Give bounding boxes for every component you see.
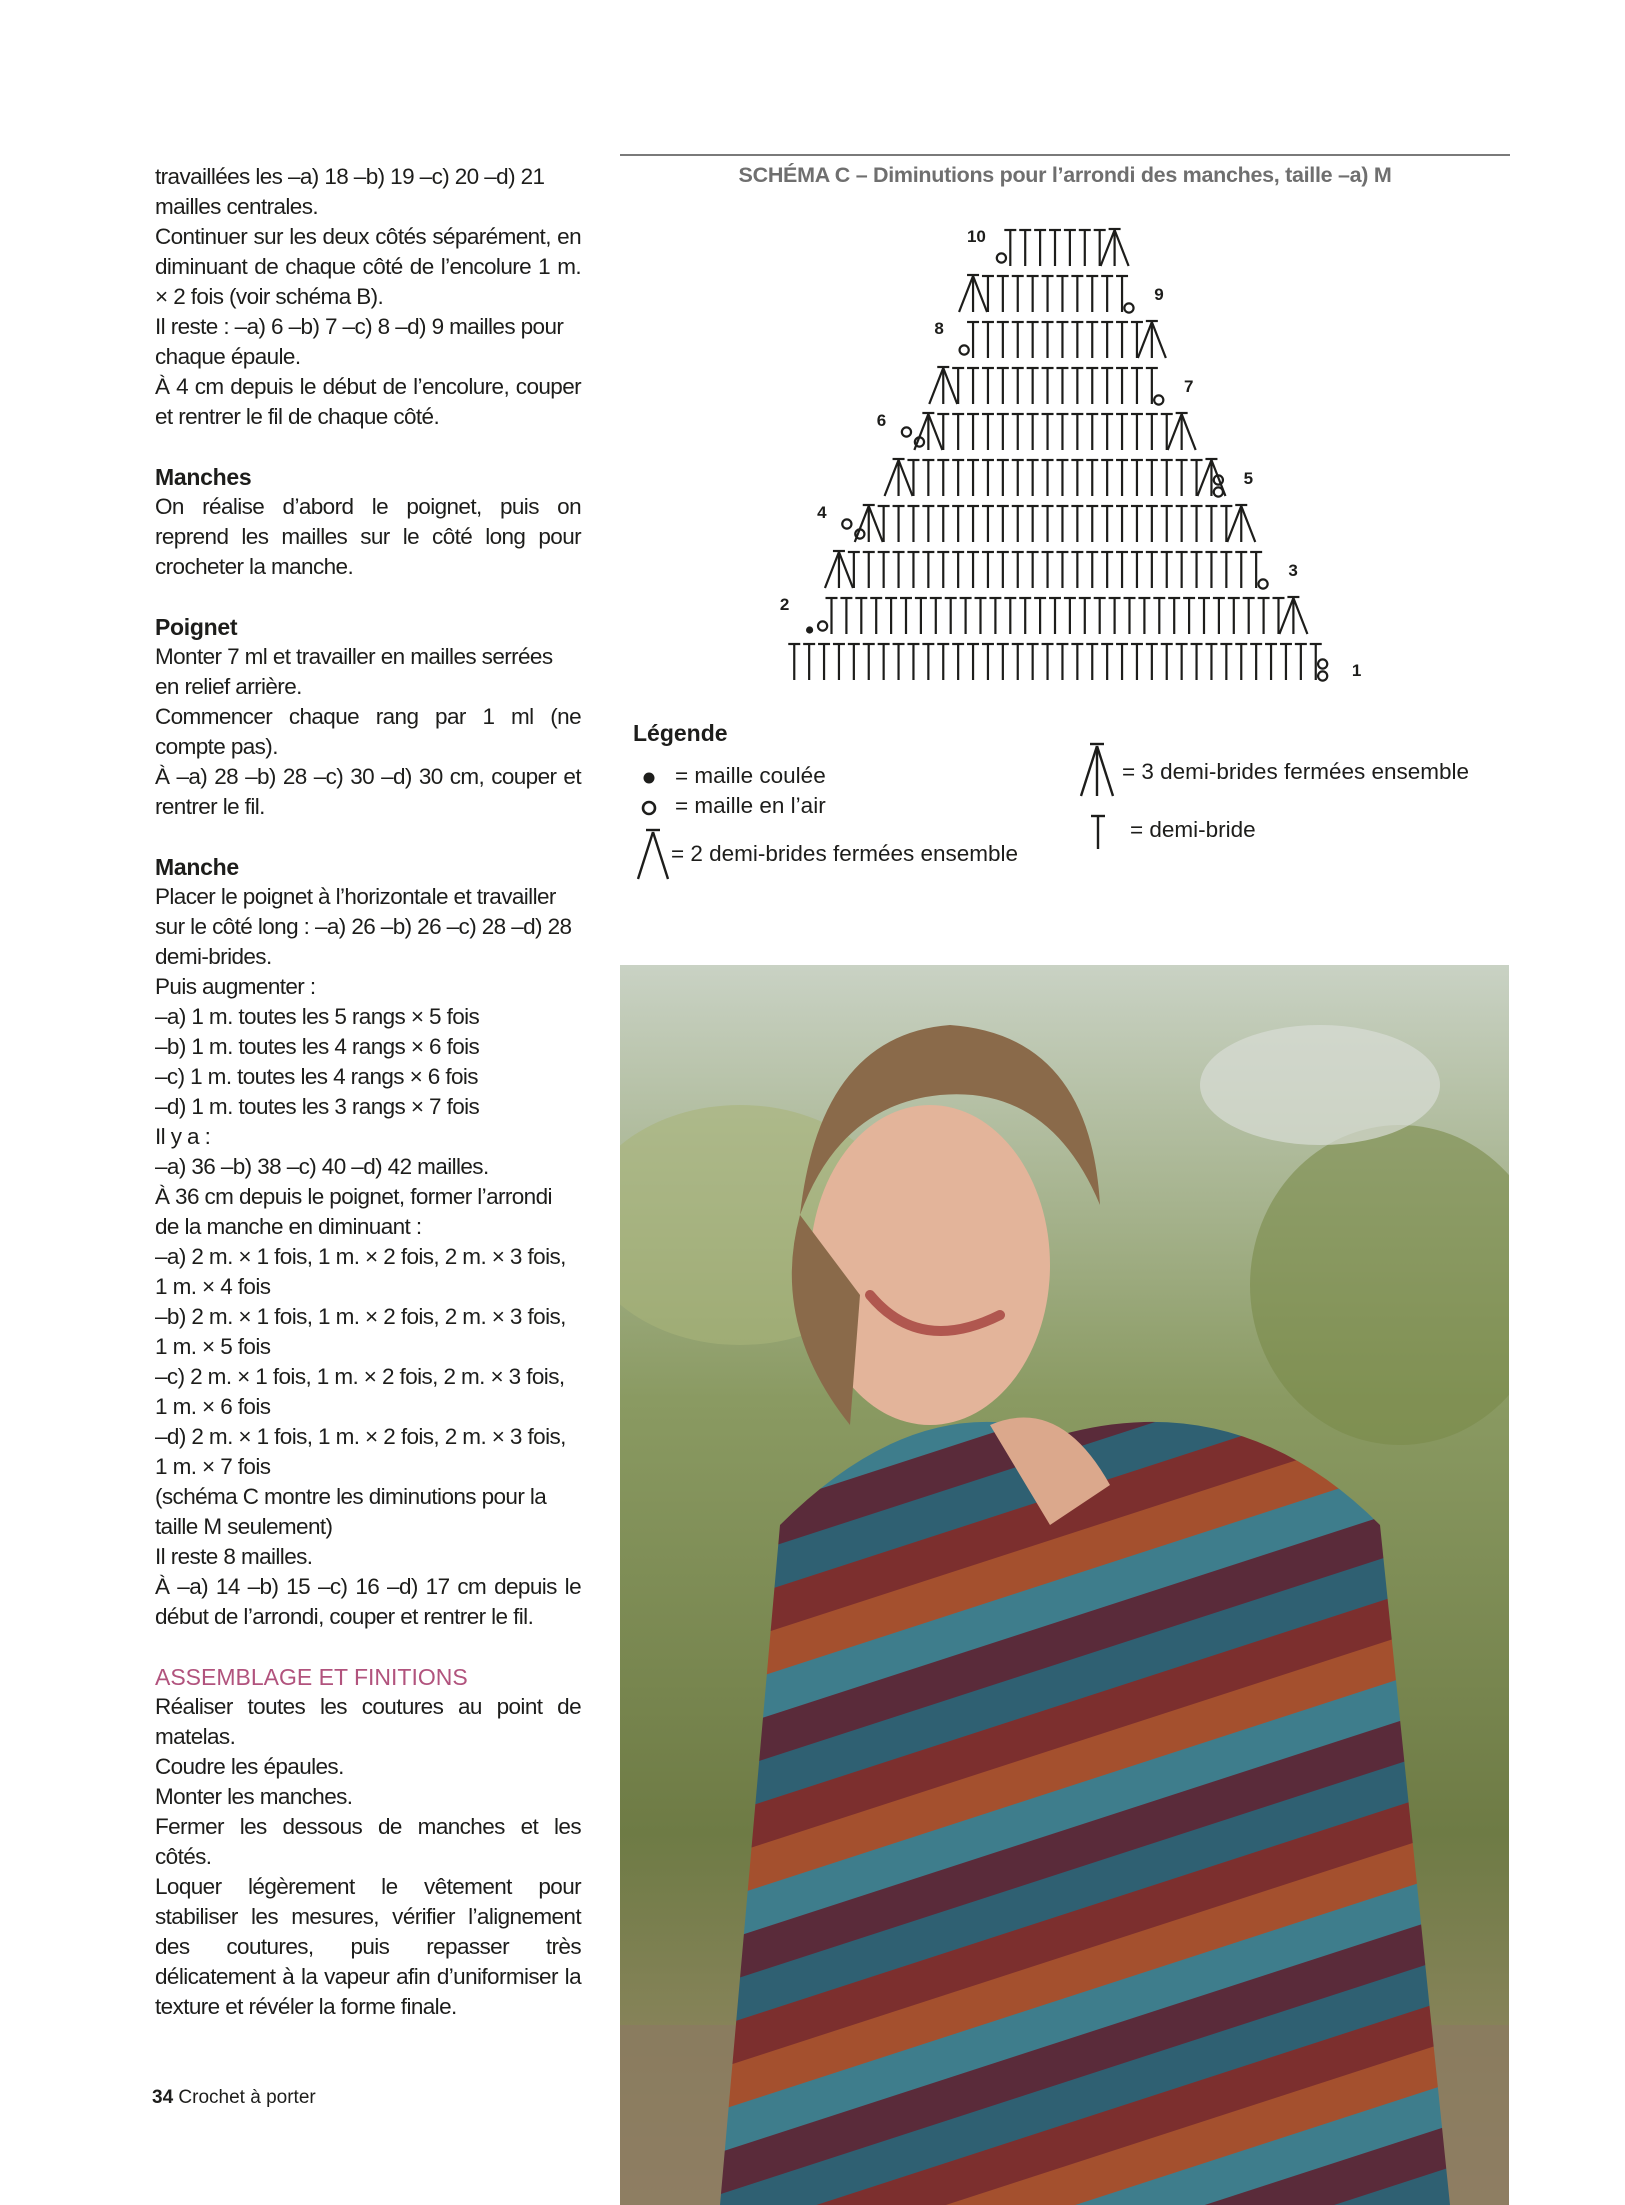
assemblage-heading: ASSEMBLAGE ET FINITIONS xyxy=(155,1664,468,1690)
half-double-crochet-mark xyxy=(967,644,979,680)
chain-stitch-mark xyxy=(1318,659,1327,668)
half-double-crochet-mark xyxy=(967,506,979,542)
half-double-crochet-mark xyxy=(907,552,919,588)
half-double-crochet-mark xyxy=(1146,644,1158,680)
half-double-crochet-mark xyxy=(1079,598,1091,634)
half-double-crochet-mark xyxy=(1131,368,1143,404)
half-double-crochet-mark xyxy=(1101,276,1113,312)
decrease-mark xyxy=(855,505,883,542)
half-double-crochet-mark xyxy=(915,598,927,634)
half-double-crochet-mark xyxy=(1027,322,1039,358)
half-double-crochet-mark xyxy=(1012,552,1024,588)
assemblage-line: Loquer légèrement le vêtement pour stabiliser les mesures, vérifier l’alignement des coutures, puis repasser très délicatement à la vapeur afin d’uniformiser la texture et révéler la forme finale. xyxy=(155,1874,581,2019)
half-double-crochet-mark xyxy=(982,368,994,404)
half-double-crochet-mark xyxy=(922,506,934,542)
assemblage-line: Monter les manches. xyxy=(155,1784,353,1809)
legend-trois-demi-brides: = 3 demi-brides fermées ensemble xyxy=(1122,759,1470,784)
page-number: 34 xyxy=(152,2087,174,2108)
half-double-crochet-mark xyxy=(952,552,964,588)
half-double-crochet-mark xyxy=(1250,644,1262,680)
half-double-crochet-mark xyxy=(1101,552,1113,588)
slip-stitch-icon xyxy=(639,768,659,788)
chain-stitch-mark xyxy=(1318,671,1327,680)
half-double-crochet-mark xyxy=(1064,230,1076,266)
half-double-crochet-mark xyxy=(803,644,815,680)
half-double-crochet-mark xyxy=(1012,460,1024,496)
half-double-crochet-mark xyxy=(1079,230,1091,266)
half-double-crochet-mark xyxy=(997,276,1009,312)
manche-line: Puis augmenter : xyxy=(155,974,316,999)
manche-section xyxy=(155,852,581,1632)
chain-stitch-icon xyxy=(639,798,659,818)
manche-line: À 36 cm depuis le poignet, former l’arrondi de la manche en diminuant : xyxy=(155,1184,552,1239)
half-double-crochet-mark xyxy=(1101,322,1113,358)
half-double-crochet-mark xyxy=(1042,322,1054,358)
half-double-crochet-mark xyxy=(1235,644,1247,680)
half-double-crochet-mark xyxy=(982,506,994,542)
chain-stitch-mark xyxy=(1124,303,1133,312)
half-double-crochet-mark xyxy=(1071,322,1083,358)
half-double-crochet-mark xyxy=(1094,598,1106,634)
half-double-crochet-mark xyxy=(1101,460,1113,496)
half-double-crochet-mark xyxy=(1086,276,1098,312)
intro-line: À 4 cm depuis le début de l’encolure, couper et rentrer le fil de chaque côté. xyxy=(155,374,581,429)
half-double-crochet-mark xyxy=(922,460,934,496)
half-double-crochet-mark xyxy=(1116,552,1128,588)
manche-line: –b) 1 m. toutes les 4 rangs × 6 fois xyxy=(155,1034,480,1059)
half-double-crochet-mark xyxy=(1056,368,1068,404)
half-double-crochet-mark xyxy=(1146,460,1158,496)
half-double-crochet-mark xyxy=(997,322,1009,358)
three-hdc-together-icon xyxy=(1076,738,1118,800)
half-double-crochet-mark xyxy=(1071,460,1083,496)
half-double-crochet-mark xyxy=(893,552,905,588)
decrease-mark xyxy=(914,413,942,450)
half-double-crochet-mark xyxy=(1176,644,1188,680)
row-number-label: 10 xyxy=(966,227,986,246)
poignet-heading: Poignet xyxy=(155,614,238,640)
half-double-crochet-mark xyxy=(907,506,919,542)
half-double-crochet-mark xyxy=(1027,644,1039,680)
half-double-crochet-mark xyxy=(982,414,994,450)
half-double-crochet-mark xyxy=(967,368,979,404)
chain-stitch-mark xyxy=(1258,579,1267,588)
half-double-crochet-mark xyxy=(1146,506,1158,542)
half-double-crochet-mark xyxy=(1042,552,1054,588)
half-double-crochet-mark xyxy=(1131,414,1143,450)
poignet-section xyxy=(155,612,581,822)
half-double-crochet-mark xyxy=(885,598,897,634)
half-double-crochet-mark xyxy=(997,368,1009,404)
half-double-crochet-mark xyxy=(1094,230,1106,266)
half-double-crochet-mark xyxy=(937,460,949,496)
half-double-crochet-mark xyxy=(1034,598,1046,634)
manche-line: –c) 2 m. × 1 fois, 1 m. × 2 fois, 2 m. × 3 fois, 1 m. × 6 fois xyxy=(155,1364,565,1419)
half-double-crochet-mark xyxy=(982,322,994,358)
half-double-crochet-mark xyxy=(1265,644,1277,680)
row-number-label: 7 xyxy=(1184,377,1194,396)
half-double-crochet-mark xyxy=(937,506,949,542)
half-double-crochet-mark xyxy=(975,598,987,634)
half-double-crochet-mark xyxy=(1116,460,1128,496)
intro-block xyxy=(155,162,581,432)
half-double-crochet-mark xyxy=(1131,460,1143,496)
half-double-crochet-mark xyxy=(1056,414,1068,450)
half-double-crochet-mark xyxy=(1198,598,1210,634)
half-double-crochet-mark xyxy=(878,552,890,588)
half-double-crochet-mark xyxy=(900,598,912,634)
half-double-crochet-mark xyxy=(1191,506,1203,542)
manches-heading: Manches xyxy=(155,464,252,490)
half-double-crochet-mark xyxy=(1012,322,1024,358)
slip-stitch-mark xyxy=(806,626,813,633)
row-number-label: 2 xyxy=(779,595,790,614)
half-double-crochet-mark xyxy=(1205,644,1217,680)
half-double-crochet-mark xyxy=(1086,644,1098,680)
half-double-crochet-mark xyxy=(1131,552,1143,588)
half-double-crochet-mark xyxy=(1146,414,1158,450)
decrease-mark xyxy=(885,459,913,496)
half-double-crochet-mark xyxy=(982,276,994,312)
manche-line: –d) 2 m. × 1 fois, 1 m. × 2 fois, 2 m. × 3 fois, 1 m. × 7 fois xyxy=(155,1424,566,1479)
half-double-crochet-mark xyxy=(788,644,800,680)
half-double-crochet-mark xyxy=(1116,506,1128,542)
half-double-crochet-mark xyxy=(952,506,964,542)
half-double-crochet-mark xyxy=(1161,460,1173,496)
half-double-crochet-mark xyxy=(960,598,972,634)
half-double-crochet-mark xyxy=(1056,552,1068,588)
half-double-crochet-mark xyxy=(1116,322,1128,358)
assemblage-line: Réaliser toutes les coutures au point de matelas. xyxy=(155,1694,581,1749)
half-double-crochet-mark xyxy=(1019,598,1031,634)
half-double-crochet-mark xyxy=(1161,414,1173,450)
half-double-crochet-mark xyxy=(952,368,964,404)
chain-stitch-mark xyxy=(902,427,911,436)
half-double-crochet-mark xyxy=(937,644,949,680)
chain-stitch-mark xyxy=(1154,395,1163,404)
manches-section xyxy=(155,462,581,582)
manche-line: –c) 1 m. toutes les 4 rangs × 6 fois xyxy=(155,1064,478,1089)
legend xyxy=(633,720,1533,910)
half-double-crochet-mark xyxy=(1280,644,1292,680)
half-double-crochet-mark xyxy=(1161,552,1173,588)
legend-deux-demi-brides: = 2 demi-brides fermées ensemble xyxy=(671,841,1019,866)
half-double-crochet-mark xyxy=(863,644,875,680)
half-double-crochet-mark xyxy=(1101,368,1113,404)
legend-maille-coulee: = maille coulée xyxy=(675,763,826,788)
assemblage-section xyxy=(155,1662,581,2022)
half-double-crochet-mark xyxy=(1116,276,1128,312)
half-double-crochet-mark xyxy=(967,414,979,450)
half-double-crochet-mark xyxy=(907,460,919,496)
manche-line: –a) 36 –b) 38 –c) 40 –d) 42 mailles. xyxy=(155,1154,489,1179)
page-footer xyxy=(152,2086,316,2110)
half-double-crochet-mark xyxy=(1012,368,1024,404)
two-hdc-together-icon xyxy=(633,824,673,882)
half-double-crochet-mark xyxy=(1161,644,1173,680)
half-double-crochet-mark xyxy=(1027,460,1039,496)
half-double-crochet-mark xyxy=(1310,644,1322,680)
half-double-crochet-mark xyxy=(930,598,942,634)
half-double-crochet-mark xyxy=(893,506,905,542)
manche-line: (schéma C montre les diminutions pour la taille M seulement) xyxy=(155,1484,547,1539)
manche-line: –a) 2 m. × 1 fois, 1 m. × 2 fois, 2 m. × 3 fois, 1 m. × 4 fois xyxy=(155,1244,566,1299)
chain-stitch-mark xyxy=(842,519,851,528)
manche-heading: Manche xyxy=(155,854,239,880)
half-double-crochet-mark xyxy=(1056,506,1068,542)
half-double-crochet-mark xyxy=(907,644,919,680)
legend-maille-en-l-air: = maille en l’air xyxy=(675,793,826,818)
manche-line: Il reste 8 mailles. xyxy=(155,1544,313,1569)
half-double-crochet-mark xyxy=(1012,644,1024,680)
half-double-crochet-mark xyxy=(1176,460,1188,496)
half-double-crochet-mark xyxy=(1228,598,1240,634)
half-double-crochet-mark xyxy=(863,552,875,588)
legend-demi-bride: = demi-bride xyxy=(1130,817,1256,842)
half-double-crochet-mark xyxy=(1019,230,1031,266)
half-double-crochet-mark xyxy=(967,552,979,588)
half-double-crochet-mark xyxy=(1071,644,1083,680)
half-double-crochet-mark xyxy=(997,506,1009,542)
half-double-crochet-mark xyxy=(1027,552,1039,588)
half-double-crochet-mark xyxy=(1056,644,1068,680)
decrease-mark xyxy=(1101,229,1129,266)
instructions-column xyxy=(155,162,581,2022)
half-double-crochet-mark xyxy=(1042,276,1054,312)
half-double-crochet-mark xyxy=(893,644,905,680)
half-double-crochet-mark xyxy=(1027,414,1039,450)
intro-line: Il reste : –a) 6 –b) 7 –c) 8 –d) 9 mailles pour chaque épaule. xyxy=(155,314,564,369)
half-double-crochet-mark xyxy=(1213,598,1225,634)
half-double-crochet-mark xyxy=(1086,368,1098,404)
half-double-crochet-mark xyxy=(1012,506,1024,542)
half-double-crochet-mark xyxy=(1220,552,1232,588)
half-double-crochet-mark xyxy=(1012,414,1024,450)
row-number-label: 5 xyxy=(1243,469,1254,488)
half-double-crochet-mark xyxy=(1191,552,1203,588)
row-number-label: 6 xyxy=(876,411,887,430)
legend-title: Légende xyxy=(633,720,728,746)
half-double-crochet-mark xyxy=(1027,368,1039,404)
half-double-crochet-mark xyxy=(878,506,890,542)
half-double-crochet-mark xyxy=(922,552,934,588)
model-photo xyxy=(620,965,1509,2205)
half-double-crochet-mark xyxy=(1086,506,1098,542)
half-double-crochet-mark xyxy=(1131,322,1143,358)
poignet-line: Commencer chaque rang par 1 ml (ne compte pas). xyxy=(155,704,581,759)
half-double-crochet-mark xyxy=(1042,368,1054,404)
half-double-crochet-mark xyxy=(1086,552,1098,588)
half-double-crochet-mark xyxy=(1056,276,1068,312)
half-double-crochet-mark xyxy=(952,414,964,450)
half-double-crochet-mark xyxy=(1205,552,1217,588)
half-double-crochet-mark xyxy=(1071,414,1083,450)
half-double-crochet-mark xyxy=(1273,598,1285,634)
half-double-crochet-mark xyxy=(1056,322,1068,358)
half-double-crochet-mark xyxy=(1042,414,1054,450)
manche-line: À –a) 14 –b) 15 –c) 16 –d) 17 cm depuis le début de l’arrondi, couper et rentrer le fil. xyxy=(155,1574,581,1629)
half-double-crochet-mark xyxy=(1071,276,1083,312)
half-double-crochet-mark xyxy=(1116,368,1128,404)
magazine-name: Crochet à porter xyxy=(178,2087,316,2108)
half-double-crochet-mark xyxy=(997,644,1009,680)
half-double-crochet-mark xyxy=(1049,598,1061,634)
half-double-crochet-mark xyxy=(1109,598,1121,634)
half-double-crochet-mark xyxy=(1116,414,1128,450)
half-double-crochet-mark xyxy=(1056,460,1068,496)
decrease-mark xyxy=(929,367,957,404)
half-double-crochet-mark xyxy=(1042,644,1054,680)
half-double-crochet-mark xyxy=(1258,598,1270,634)
half-double-crochet-mark xyxy=(1071,368,1083,404)
half-double-crochet-mark xyxy=(855,598,867,634)
row-number-label: 3 xyxy=(1288,561,1298,580)
half-double-crochet-mark xyxy=(1071,506,1083,542)
half-double-crochet-mark xyxy=(1004,598,1016,634)
half-double-crochet-mark xyxy=(1116,644,1128,680)
half-double-crochet-mark xyxy=(1168,598,1180,634)
half-double-crochet-mark xyxy=(1183,598,1195,634)
half-double-crochet-mark xyxy=(1101,506,1113,542)
half-double-crochet-mark xyxy=(1205,506,1217,542)
half-double-crochet-mark xyxy=(937,414,949,450)
intro-line: travaillées les –a) 18 –b) 19 –c) 20 –d) 21 mailles centrales. xyxy=(155,164,545,219)
half-double-crochet-mark xyxy=(1042,460,1054,496)
half-double-crochet-mark xyxy=(848,552,860,588)
half-double-crochet-mark xyxy=(997,552,1009,588)
half-double-crochet-mark xyxy=(1235,552,1247,588)
row-number-label: 9 xyxy=(1154,285,1164,304)
half-double-crochet-mark xyxy=(982,552,994,588)
half-double-crochet-mark xyxy=(833,644,845,680)
half-double-crochet-mark xyxy=(1071,552,1083,588)
row-number-label: 1 xyxy=(1351,661,1362,680)
poignet-line: Monter 7 ml et travailler en mailles serrées en relief arrière. xyxy=(155,644,553,699)
half-double-crochet-mark xyxy=(1138,598,1150,634)
half-double-crochet-mark xyxy=(1176,506,1188,542)
half-double-crochet-mark xyxy=(1027,506,1039,542)
half-double-crochet-mark xyxy=(945,598,957,634)
chain-stitch-mark xyxy=(960,345,969,354)
half-double-crochet-mark xyxy=(1176,552,1188,588)
half-double-crochet-mark xyxy=(1191,460,1203,496)
half-double-crochet-mark xyxy=(937,552,949,588)
decrease-mark xyxy=(1138,321,1166,358)
half-double-crochet-mark xyxy=(1124,598,1136,634)
manche-line: Placer le poignet à l’horizontale et travailler sur le côté long : –a) 26 –b) 26 –c) 28 –d) 28 demi-brides. xyxy=(155,884,572,969)
row-number-label: 4 xyxy=(817,503,827,522)
half-double-crochet-mark xyxy=(1086,460,1098,496)
half-double-crochet-mark xyxy=(1146,552,1158,588)
poignet-line: À –a) 28 –b) 28 –c) 30 –d) 30 cm, couper et rentrer le fil. xyxy=(155,764,581,819)
half-double-crochet-mark xyxy=(1042,506,1054,542)
half-double-crochet-mark xyxy=(870,598,882,634)
half-double-crochet-mark xyxy=(1086,414,1098,450)
half-double-crochet-mark xyxy=(1243,598,1255,634)
half-double-crochet-mark xyxy=(848,644,860,680)
half-double-crochet-mark xyxy=(1131,644,1143,680)
half-double-crochet-mark xyxy=(982,460,994,496)
decrease-mark xyxy=(1168,413,1196,450)
half-double-crochet-mark xyxy=(922,644,934,680)
half-double-crochet-mark xyxy=(967,460,979,496)
manche-line: –a) 1 m. toutes les 5 rangs × 5 fois xyxy=(155,1004,480,1029)
chain-stitch-mark xyxy=(818,621,827,630)
half-double-crochet-mark xyxy=(952,460,964,496)
half-double-crochet-mark xyxy=(1012,276,1024,312)
decrease-mark xyxy=(825,551,853,588)
decrease-mark xyxy=(959,275,987,312)
assemblage-line: Fermer les dessous de manches et les côtés. xyxy=(155,1814,581,1869)
half-double-crochet-mark xyxy=(840,598,852,634)
half-double-crochet-mark xyxy=(1161,506,1173,542)
half-double-crochet-mark xyxy=(1146,368,1158,404)
chain-stitch-mark xyxy=(997,253,1006,262)
schema-title: SCHÉMA C – Diminutions pour l’arrondi des manches, taille –a) M xyxy=(738,163,1392,187)
half-double-crochet-mark xyxy=(1153,598,1165,634)
half-double-crochet-mark xyxy=(1131,506,1143,542)
assemblage-line: Coudre les épaules. xyxy=(155,1754,344,1779)
row-number-label: 8 xyxy=(934,319,944,338)
half-double-crochet-mark xyxy=(1086,322,1098,358)
half-double-crochet-mark xyxy=(1049,230,1061,266)
half-double-crochet-mark xyxy=(1250,552,1262,588)
half-double-crochet-mark xyxy=(1191,644,1203,680)
intro-line: Continuer sur les deux côtés séparément, en diminuant de chaque côté de l’encolure 1 m. × 2 fois (voir schéma B). xyxy=(155,224,581,309)
half-double-crochet-mark xyxy=(1295,644,1307,680)
half-double-crochet-mark xyxy=(1034,230,1046,266)
decrease-mark xyxy=(1279,597,1307,634)
manche-line: –b) 2 m. × 1 fois, 1 m. × 2 fois, 2 m. × 3 fois, 1 m. × 5 fois xyxy=(155,1304,566,1359)
chain-stitch-mark xyxy=(1214,487,1223,496)
manche-line: Il y a : xyxy=(155,1124,211,1149)
manches-line: On réalise d’abord le poignet, puis on reprend les mailles sur le côté long pour crocheter la manche. xyxy=(155,494,581,579)
decrease-mark xyxy=(1227,505,1255,542)
half-double-crochet-mark xyxy=(1220,506,1232,542)
half-double-crochet-mark xyxy=(989,598,1001,634)
half-double-crochet-mark xyxy=(997,460,1009,496)
half-double-crochet-mark xyxy=(1101,644,1113,680)
half-double-crochet-mark xyxy=(1064,598,1076,634)
crochet-diagram xyxy=(690,210,1470,700)
half-double-crochet-mark xyxy=(1101,414,1113,450)
manche-line: –d) 1 m. toutes les 3 rangs × 7 fois xyxy=(155,1094,480,1119)
half-double-crochet-mark xyxy=(952,644,964,680)
half-double-crochet-mark xyxy=(997,414,1009,450)
half-double-crochet-mark xyxy=(1220,644,1232,680)
half-double-crochet-mark xyxy=(818,644,830,680)
half-double-crochet-mark xyxy=(1027,276,1039,312)
half-double-crochet-mark xyxy=(982,644,994,680)
half-double-crochet-mark xyxy=(878,644,890,680)
schema-divider xyxy=(620,154,1510,156)
half-double-crochet-icon xyxy=(1088,812,1108,852)
